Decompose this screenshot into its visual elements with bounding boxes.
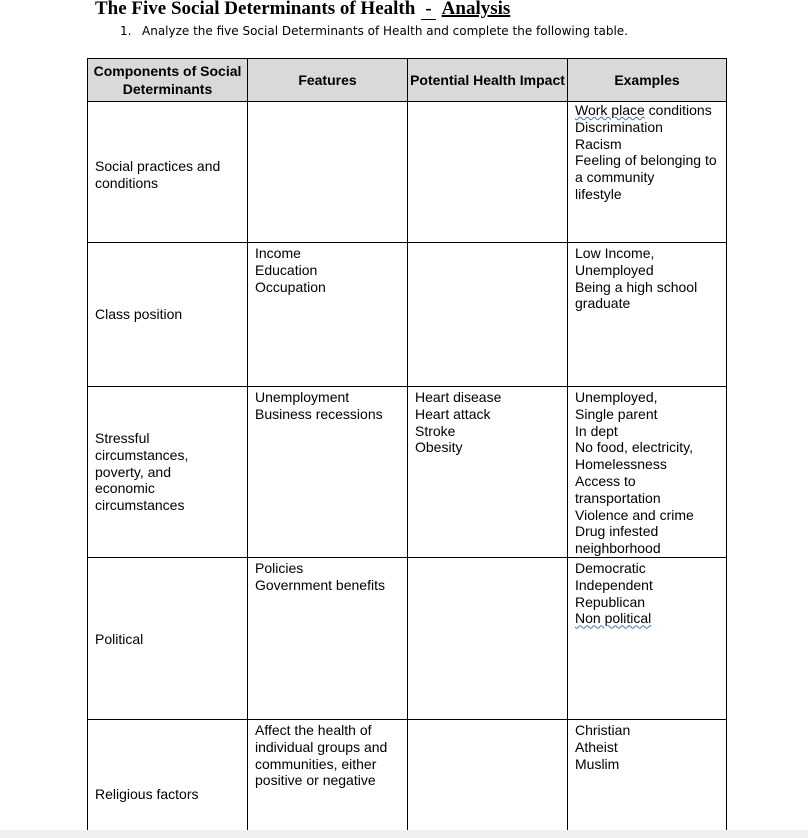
component-label: Stressful circumstances, poverty, and economic circumstances: [95, 429, 189, 514]
component-cell: [88, 719, 248, 833]
example-item: Muslim: [575, 755, 620, 772]
page-bottom-gap: [0, 830, 808, 838]
example-item: Violence and crime: [575, 506, 694, 523]
component-cell: [88, 557, 248, 719]
feature-item: Affect the health of individual groups and communities, either positive or negative: [255, 721, 388, 789]
example-item: Feeling of belonging to a community: [575, 152, 717, 186]
feature-item: Government benefits: [255, 576, 385, 593]
example-item: Christian: [575, 721, 631, 738]
impact-item: Heart attack: [415, 405, 491, 422]
title-main: The Five Social Determinants of Health: [95, 0, 416, 19]
impact-cell[interactable]: [408, 102, 568, 243]
title-dash: -: [421, 0, 435, 20]
impact-item: Stroke: [415, 422, 456, 439]
impact-cell[interactable]: [408, 243, 568, 387]
example-item: Low Income,: [575, 245, 655, 261]
example-item: Access to transportation: [575, 472, 661, 506]
component-cell: [88, 387, 248, 558]
examples-cell[interactable]: [568, 243, 727, 387]
example-item: Unemployed,: [575, 389, 658, 405]
example-item: Single parent: [575, 405, 658, 422]
examples-cell[interactable]: [568, 557, 727, 719]
table-row: [88, 387, 727, 558]
example-item: No food, electricity,: [575, 439, 694, 456]
example-item: Atheist: [575, 738, 618, 755]
component-cell: [88, 243, 248, 387]
table-row: [88, 557, 727, 719]
example-item: lifestyle: [575, 185, 622, 202]
instruction: [120, 24, 628, 38]
table-row: [88, 243, 727, 387]
features-cell[interactable]: [248, 719, 408, 833]
instruction-number: 1.: [120, 24, 132, 38]
examples-cell[interactable]: [568, 719, 727, 833]
table-row: [88, 102, 727, 243]
example-item: Discrimination: [575, 118, 663, 135]
determinants-table: [87, 58, 727, 834]
example-item: Independent: [575, 576, 653, 593]
impact-item: Obesity: [415, 439, 463, 456]
feature-item: Income: [255, 245, 301, 261]
instruction-text: Analyze the five Social Determinants of Health and complete the following table.: [142, 24, 628, 38]
header-features: Features: [248, 59, 408, 102]
impact-cell[interactable]: [408, 557, 568, 719]
example-item: Being a high school graduate: [575, 278, 698, 312]
header-impact: Potential Health Impact: [408, 59, 568, 102]
example-item: Non political: [575, 610, 652, 627]
features-cell[interactable]: [248, 102, 408, 243]
example-item: Unemployed: [575, 261, 654, 278]
component-cell: [88, 102, 248, 243]
document-title: [95, 0, 510, 20]
feature-item: Unemployment: [255, 389, 350, 405]
component-label: Religious factors: [95, 786, 199, 803]
example-item: Work place conditions: [575, 102, 712, 118]
example-item: Democratic: [575, 559, 646, 576]
examples-cell[interactable]: [568, 387, 727, 558]
feature-item: Business recessions: [255, 405, 383, 422]
feature-item: Policies: [255, 559, 304, 576]
feature-item: Occupation: [255, 278, 326, 295]
features-cell[interactable]: [248, 387, 408, 558]
impact-cell[interactable]: [408, 719, 568, 833]
feature-item: Education: [255, 261, 318, 278]
impact-cell[interactable]: [408, 387, 568, 558]
examples-cell[interactable]: [568, 102, 727, 243]
header-components: Components of Social Determinants: [88, 59, 248, 102]
table-row: [88, 719, 727, 833]
example-item: Homelessness: [575, 456, 667, 473]
component-label: Social practices and conditions: [95, 158, 221, 191]
features-cell[interactable]: [248, 243, 408, 387]
example-item: Racism: [575, 135, 622, 152]
header-examples: Examples: [568, 59, 727, 102]
impact-item: Heart disease: [415, 389, 502, 405]
example-item: Republican: [575, 593, 646, 610]
example-item: In dept: [575, 422, 618, 439]
title-analysis: Analysis: [441, 0, 511, 19]
features-cell[interactable]: [248, 557, 408, 719]
component-label: Political: [95, 631, 144, 648]
component-label: Class position: [95, 306, 183, 323]
example-item: Drug infested neighborhood: [575, 523, 661, 557]
header-row: [88, 59, 727, 102]
